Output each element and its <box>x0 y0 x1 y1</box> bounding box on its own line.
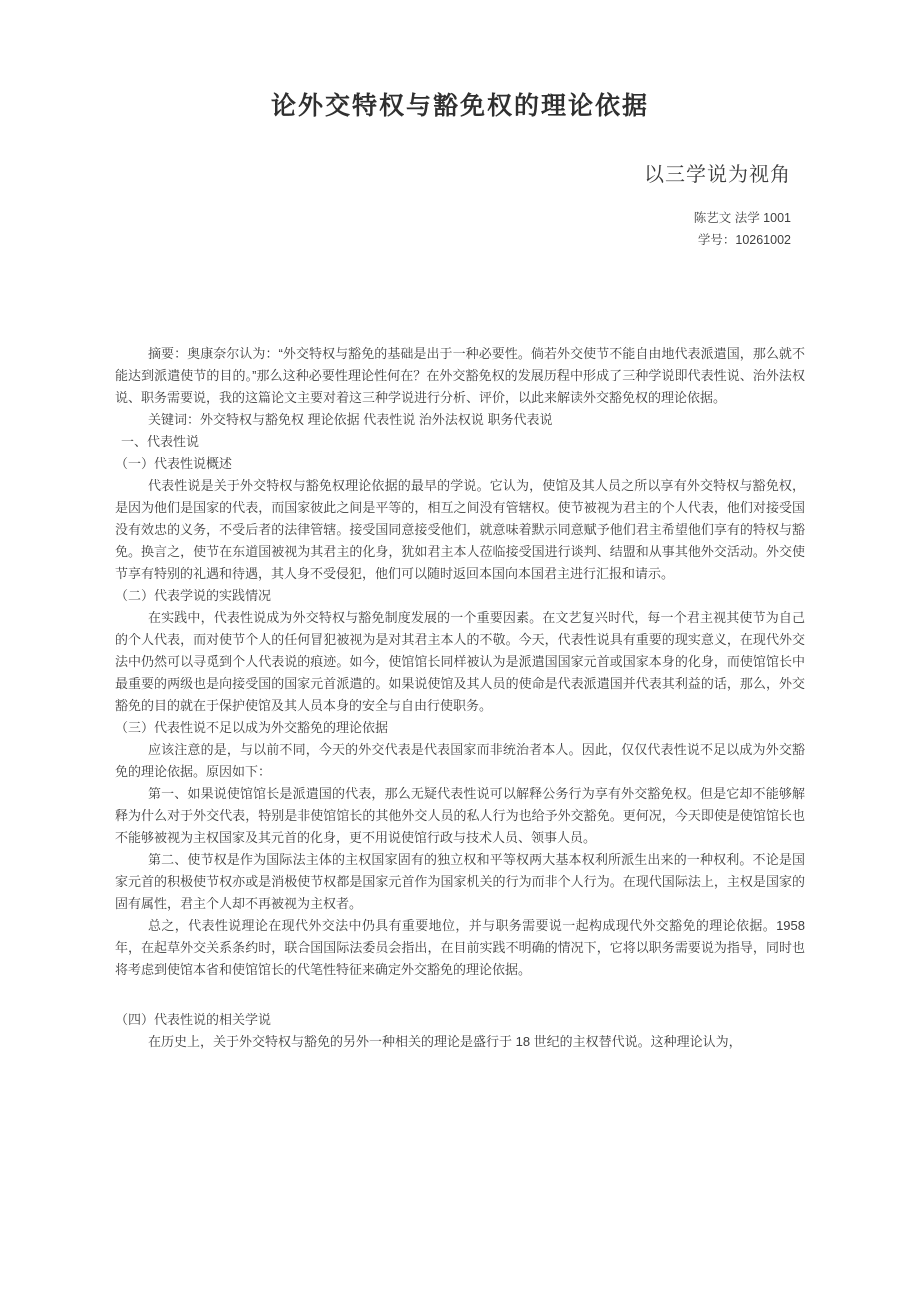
body-paragraph: 第二、使节权是作为国际法主体的主权国家固有的独立权和平等权两大基本权利所派生出来的一种权利。不论是国家元首的积极使节权亦或是消极使节权都是国家元首作为国家机关的行为而非个人行为。在现代国际法上，主权是国家的固有属性，君主个人却不再被视为主权者。 <box>115 852 805 911</box>
subsection-heading-4-related-theories: （四）代表性说的相关学说 <box>115 1012 272 1027</box>
body-paragraph: 应该注意的是，与以前不同，今天的外交代表是代表国家而非统治者本人。因此，仅仅代表性说不足以成为外交豁免的理论依据。原因如下： <box>115 742 805 779</box>
document-subtitle: 以三学说为视角 <box>644 164 791 186</box>
body-paragraph: 总之，代表性说理论在现代外交法中仍具有重要地位，并与职务需要说一起构成现代外交豁免的理论依据。1958 年，在起草外交关系条约时，联合国国际法委员会指出，在目前实践不明确的情况下，它将以职务需要说为指导，同时也将考虑到使馆本省和使馆馆长的代笔性特征来确定外交豁免的理论依据。 <box>115 918 805 977</box>
body-paragraph: 在历史上，关于外交特权与豁免的另外一种相关的理论是盛行于 18 世纪的主权替代说。这种理论认为， <box>148 1034 742 1049</box>
abstract-paragraph: 摘要：奥康奈尔认为：“外交特权与豁免的基础是出于一种必要性。倘若外交使节不能自由地代表派遣国，那么就不能达到派遣使节的目的。”那么这种必要性理论性何在？在外交豁免权的发展历程中形成了三种学说即代表性说、治外法权说、职务需要说，我的这篇论文主要对着这三种学说进行分析、评价，以此来解读外交豁免权的理论依据。 <box>115 346 805 405</box>
body-paragraph: 第一、如果说使馆馆长是派遣国的代表，那么无疑代表性说可以解释公务行为享有外交豁免权。但是它却不能够解释为什么对于外交代表，特别是非使馆馆长的其他外交人员的私人行为也给予外交豁免。更何况，今天即使是使馆馆长也不能够被视为主权国家及其元首的化身，更不用说使馆行政与技术人员、领事人员。 <box>115 786 805 845</box>
student-id-line: 学号：10261002 <box>697 233 791 247</box>
author-line: 陈艺文 法学 1001 <box>693 211 791 225</box>
keywords-paragraph: 关键词：外交特权与豁免权 理论依据 代表性说 治外法权说 职务代表说 <box>148 412 553 427</box>
section-heading-one: 一、代表性说 <box>121 434 200 449</box>
body-paragraph: 在实践中，代表性说成为外交特权与豁免制度发展的一个重要因素。在文艺复兴时代，每一个君主视其使节为自己的个人代表，而对使节个人的任何冒犯被视为是对其君主本人的不敬。今天，代表性说具有重要的现实意义，在现代外交法中仍然可以寻觅到个人代表说的痕迹。如今，使馆馆长同样被认为是派遣国国家元首或国家本身的化身，而使馆馆长中最重要的两级也是向接受国的国家元首派遣的。如果说使馆及其人员的使命是代表派遣国并代表其利益的话，那么，外交豁免的目的就在于保护使馆及其人员本身的安全与自由行使职务。 <box>115 610 805 713</box>
document-title: 论外交特权与豁免权的理论依据 <box>270 92 649 120</box>
subsection-heading-1-overview: （一）代表性说概述 <box>115 456 233 471</box>
body-paragraph: 代表性说是关于外交特权与豁免权理论依据的最早的学说。它认为，使馆及其人员之所以享有外交特权与豁免权，是因为他们是国家的代表，而国家彼此之间是平等的，相互之间没有管辖权。使节被视为君主的个人代表，他们对接受国没有效忠的义务，不受后者的法律管辖。接受国同意接受他们，就意味着默示同意赋予他们君主希望他们享有的特权与豁免。换言之，使节在东道国被视为其君主的化身，犹如君主本人莅临接受国进行谈判、结盟和从事其他外交活动。外交使节享有特别的礼遇和待遇，其人身不受侵犯，他们可以随时返回本国向本国君主进行汇报和请示。 <box>115 478 805 581</box>
subsection-heading-2-practice: （二）代表学说的实践情况 <box>115 588 272 603</box>
document-body <box>115 343 805 1053</box>
subsection-heading-3-insufficiency: （三）代表性说不足以成为外交豁免的理论依据 <box>115 720 389 735</box>
